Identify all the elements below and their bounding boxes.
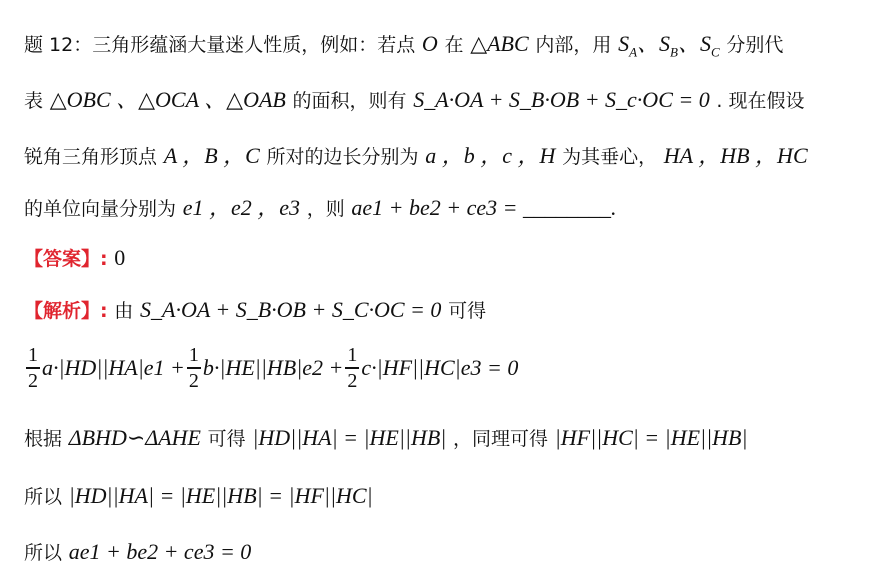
problem-line3-mid2: 为其垂心， [562,146,658,168]
area-vector-equation: S_A·OA + S_B·OB + S_c·OC = 0 [413,87,710,112]
analysis-line1-prefix: 由 [114,300,134,322]
triangles-list: △OBC 、△OCA 、△OAB [49,87,286,112]
analysis-line-4 [24,482,373,511]
final-result: ae1 + be2 + ce3 = 0 [68,539,252,564]
analysis-area-equation: S_A·OA + S_B·OB + S_C·OC = 0 [140,297,442,322]
unit-vectors: e1 ，e2 ，e3 [182,195,300,220]
question-expression: ae1 + be2 + ce3 = ________. [351,195,617,220]
problem-line-3 [24,142,808,171]
problem-line-4 [24,194,617,223]
problem-line1-prefix: 题 12：三角形蕴涵大量迷人性质，例如：若点 [24,34,416,56]
sides-and-orthocenter: a ，b ，c ，H [425,143,556,168]
analysis-line1-suffix: 可得 [448,300,487,322]
point-o: O [421,31,438,56]
triangle-abc: △ABC [470,31,529,56]
answer-label: 【答案】: [24,248,108,270]
analysis-line-3 [24,424,748,453]
product-equality-1: |HD||HA| = |HE||HB| [252,425,447,450]
analysis-line-1 [24,296,486,325]
problem-line3-text: 锐角三角形顶点 [24,146,158,168]
fraction-half-2: $\frac{1}{2}$ [188,344,199,392]
product-equality-2: |HF||HC| = |HE||HB| [554,425,748,450]
vertices: A ，B ，C [163,143,260,168]
problem-line2-suffix: . 现在假设 [716,90,805,112]
analysis-line-2 [24,346,518,390]
product-equality-chain: |HD||HA| = |HE||HB| = |HF||HC| [68,483,373,508]
problem-line1-suffix: 分别代 [726,34,784,56]
term-a: a·|HD||HA|e1 + [42,355,185,380]
fraction-half-1: $\frac{1}{2}$ [28,344,38,392]
problem-line2-mid: 的面积，则有 [292,90,407,112]
analysis-line-5 [24,538,251,567]
area-symbols: $S_A$、$S_B$、$S_C$ [618,31,720,60]
analysis-line4-prefix: 所以 [24,486,63,508]
analysis-line3-prefix: 根据 [24,428,63,450]
analysis-line3-mid2: ，同理可得 [453,428,549,450]
problem-line4-mid: ，则 [306,198,345,220]
answer-value: 0 [114,245,126,270]
problem-line4-prefix: 的单位向量分别为 [24,198,177,220]
orthocenter-vectors: HA ，HB ，HC [663,143,808,168]
fraction-half-3: $\frac{1}{2}$ [347,344,358,392]
problem-line-2 [24,86,805,115]
answer-line [24,244,125,273]
problem-line2-prefix: 表 [24,90,44,112]
problem-line3-mid: 所对的边长分别为 [266,146,419,168]
term-c: c·|HF||HC|e3 = 0 [361,355,519,380]
problem-line1-mid: 在 [444,34,464,56]
problem-line1-mid2: 内部，用 [535,34,612,56]
similar-triangles: ΔBHD∽ΔAHE [68,425,201,450]
term-b: b·|HE||HB|e2 + [202,355,344,380]
analysis-line5-prefix: 所以 [24,542,63,564]
problem-line-1 [24,30,783,66]
analysis-label: 【解析】: [24,300,108,322]
analysis-line3-mid: 可得 [207,428,246,450]
